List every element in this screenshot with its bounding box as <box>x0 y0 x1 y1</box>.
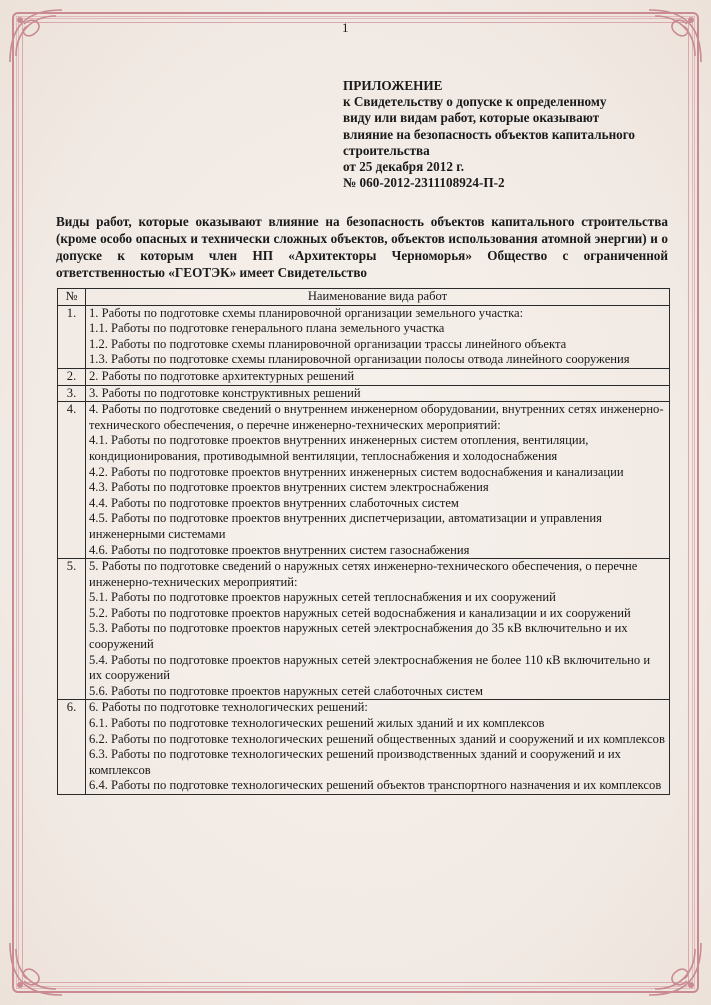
work-subitem: 6.1. Работы по подготовке технологических решений жилых зданий и их комплексов <box>89 716 545 731</box>
row-number: 3. <box>58 385 86 402</box>
work-subitem: 6.2. Работы по подготовке технологических решений общественных зданий и сооружений и их комплексов <box>89 731 665 746</box>
appendix-line: влияние на безопасность объектов капитального <box>343 126 636 142</box>
work-subitem: 1.2. Работы по подготовке схемы планировочной организации трассы линейного объекта <box>89 336 567 351</box>
work-subitem: 4.1. Работы по подготовке проектов внутренних инженерных систем отопления, вентиляции, кондиционирования, противодымной вентиляции, теплоснабжения и холодоснабжения <box>89 433 589 463</box>
work-subitem: 1.1. Работы по подготовке генерального плана земельного участка <box>89 321 445 336</box>
corner-ornament-icon <box>645 6 705 66</box>
table-row <box>58 402 670 559</box>
row-work-types <box>86 385 670 402</box>
corner-ornament-icon <box>645 939 705 999</box>
row-number: 2. <box>58 368 86 385</box>
corner-ornament-icon <box>6 939 66 999</box>
work-subitem: 5.6. Работы по подготовке проектов наружных сетей слаботочных систем <box>89 683 483 698</box>
work-group-title: 5. Работы по подготовке сведений о наружных сетях инженерно-технического обеспечения, о перечне инженерно-технических мероприятий: <box>89 559 638 589</box>
table-row <box>58 305 670 368</box>
work-subitem: 5.1. Работы по подготовке проектов наружных сетей теплоснабжения и их сооружений <box>89 590 556 605</box>
header-name: Наименование вида работ <box>86 289 670 306</box>
work-subitem: 5.2. Работы по подготовке проектов наружных сетей водоснабжения и канализации и их сооружений <box>89 605 631 620</box>
appendix-title: ПРИЛОЖЕНИЕ <box>343 78 443 93</box>
work-group-title: 6. Работы по подготовке технологических решений: <box>89 700 368 715</box>
work-subitem: 5.4. Работы по подготовке проектов наружных сетей электроснабжения не более 110 кВ включительно и их сооружений <box>89 652 651 683</box>
work-subitem: 6.4. Работы по подготовке технологических решений объектов транспортного назначения и их комплексов <box>89 778 662 793</box>
work-subitem: 4.3. Работы по подготовке проектов внутренних систем электроснабжения <box>89 480 489 495</box>
work-subitem: 4.2. Работы по подготовке проектов внутренних инженерных систем водоснабжения и канализации <box>89 464 624 479</box>
table-row <box>58 559 670 700</box>
table-header-row <box>58 289 670 306</box>
table-row <box>58 700 670 795</box>
appendix-header <box>343 78 673 191</box>
appendix-line: № 060-2012-2311108924-П-2 <box>343 175 505 191</box>
row-number: 6. <box>58 700 86 795</box>
table-body <box>58 305 670 794</box>
works-table <box>57 288 670 795</box>
row-work-types <box>86 305 670 368</box>
work-group-title: 3. Работы по подготовке конструктивных решений <box>89 385 361 400</box>
work-group-title: 1. Работы по подготовке схемы планировочной организации земельного участка: <box>89 305 524 320</box>
header-num: № <box>58 289 86 306</box>
row-work-types <box>86 700 670 795</box>
appendix-line: к Свидетельству о допуске к определенному <box>343 94 607 110</box>
work-subitem: 6.3. Работы по подготовке технологических решений производственных зданий и сооружений и их комплексов <box>89 747 621 777</box>
intro-paragraph: Виды работ, которые оказывают влияние на безопасность объектов капитального строительства (кроме особо опасных и технически сложных объектов, объектов использования атомной энергии) и о допуске к которым член НП «Архитекторы Черноморья» Общество с ограниченной ответственностью «ГЕОТЭК» имеет Свидетельство <box>56 214 668 280</box>
row-work-types <box>86 402 670 559</box>
row-number: 1. <box>58 305 86 368</box>
appendix-line: виду или видам работ, которые оказывают <box>343 110 600 126</box>
row-number: 4. <box>58 402 86 559</box>
work-subitem: 5.3. Работы по подготовке проектов наружных сетей электроснабжения до 35 кВ включительно и их сооружений <box>89 621 628 652</box>
work-subitem: 1.3. Работы по подготовке схемы планировочной организации полосы отвода линейного сооружения <box>89 352 630 367</box>
table-row <box>58 385 670 402</box>
page-number: 1 <box>342 20 349 35</box>
table-row <box>58 368 670 385</box>
corner-ornament-icon <box>6 6 66 66</box>
work-group-title: 2. Работы по подготовке архитектурных решений <box>89 368 355 383</box>
appendix-line: строительства <box>343 142 430 158</box>
row-work-types <box>86 559 670 700</box>
work-subitem: 4.5. Работы по подготовке проектов внутренних диспетчеризации, автоматизации и управления инженерными системами <box>89 511 602 541</box>
appendix-line: от 25 декабря 2012 г. <box>343 159 465 175</box>
work-subitem: 4.6. Работы по подготовке проектов внутренних систем газоснабжения <box>89 542 470 557</box>
work-group-title: 4. Работы по подготовке сведений о внутреннем инженерном оборудовании, внутренних сетях инженерно-технического обеспечения, о перечне инженерно-технических мероприятий: <box>89 402 664 432</box>
work-subitem: 4.4. Работы по подготовке проектов внутренних слаботочных систем <box>89 495 459 510</box>
row-number: 5. <box>58 559 86 700</box>
row-work-types <box>86 368 670 385</box>
